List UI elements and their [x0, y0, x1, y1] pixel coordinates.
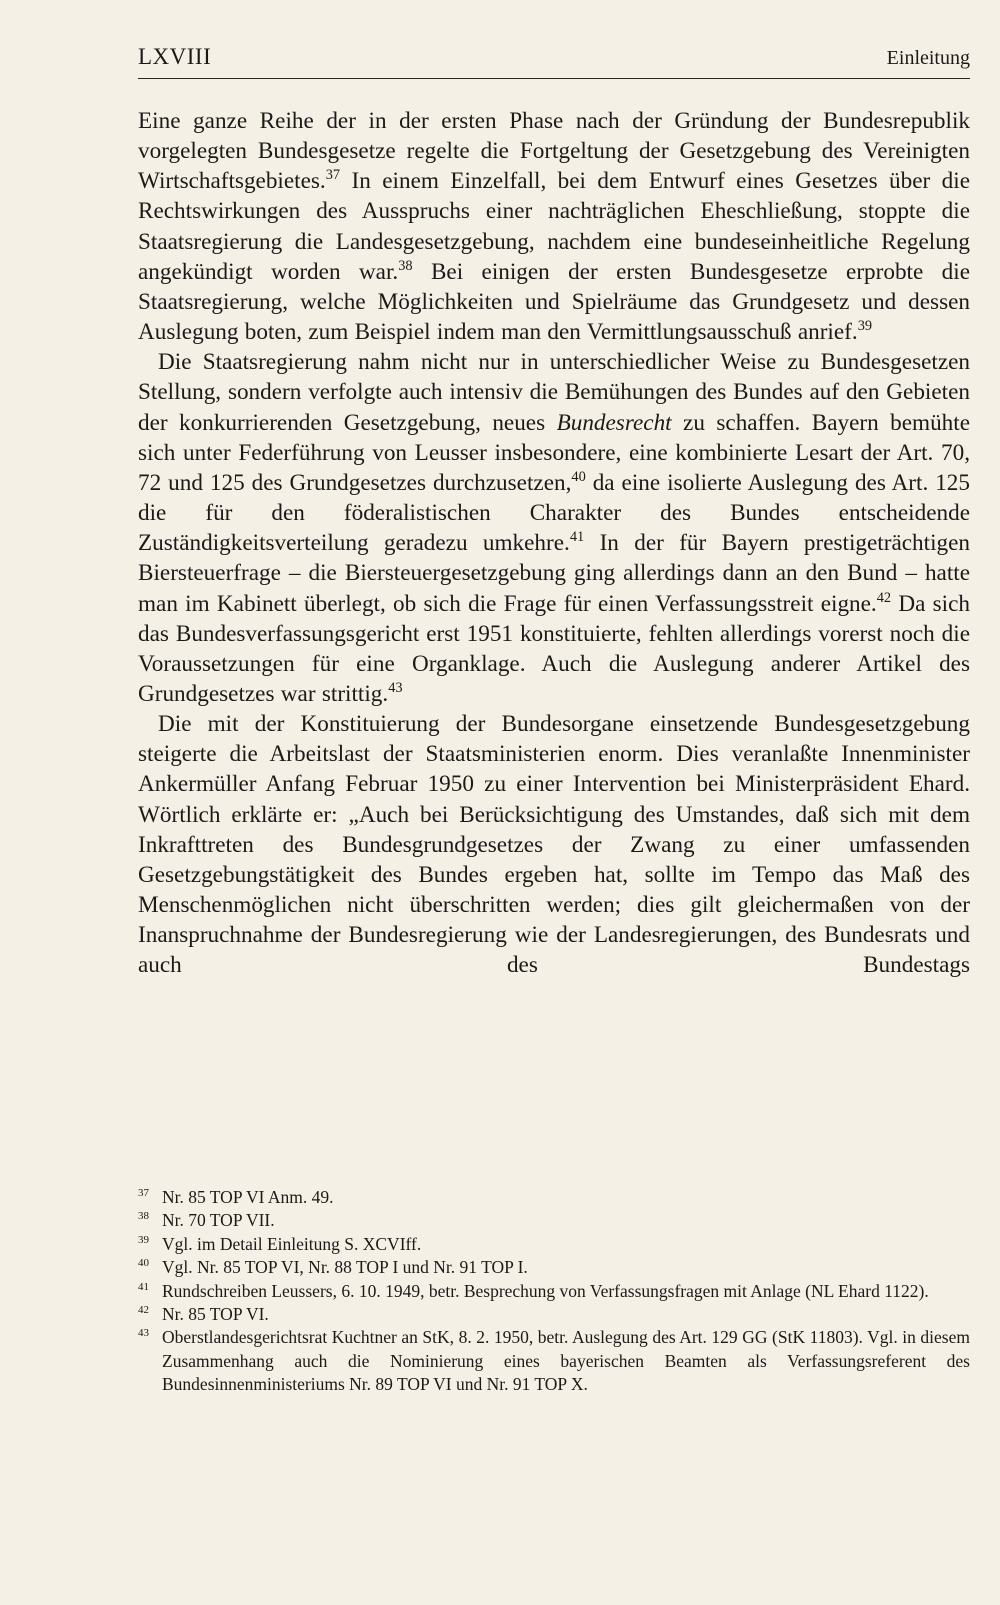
footnote-number: 43 [138, 1327, 149, 1340]
footnote-text: Nr. 70 TOP VII. [162, 1210, 275, 1231]
page [138, 44, 970, 981]
footnote-number: 37 [138, 1187, 149, 1199]
footnote-text: Nr. 85 TOP VI Anm. 49. [162, 1187, 334, 1207]
footnote-number: 40 [138, 1257, 149, 1270]
footnote [138, 1186, 970, 1209]
footnote [138, 1256, 970, 1279]
footnote-number: 38 [138, 1210, 149, 1223]
footnote-text: Rundschreiben Leussers, 6. 10. 1949, betr. Besprechung von Verfassungsfragen mit Anlage (NL Ehard 1122). [162, 1280, 929, 1301]
footnote [138, 1233, 970, 1256]
paragraph: Die Staatsregierung nahm nicht nur in unterschiedlicher Weise zu Bundesgesetzen Stellung, sondern verfolgte auch intensiv die Bemühungen des Bundes auf den Gebieten der konkurrierenden Gesetzgebung, neues Bundesrecht zu schaffen. Bayern bemühte sich unter Federführung von Leusser insbesondere, eine kombinierte Lesart der Art. 70, 72 und 125 des Grundgesetzes durchzusetzen,$^{40}$ da eine isolierte Auslegung des Art. 125 die für den föderalistischen Charakter des Bundes entscheidende Zuständigkeitsverteilung geradezu umkehre.$^{41}$ In der für Bayern prestigeträchtigen Biersteuerfrage – die Biersteuergesetzgebung ging allerdings dann an den Bund – hatte man im Kabinett überlegt, ob sich die Frage für einen Verfassungsstreit eigne.$^{42}$ Da sich das Bundesverfassungsgericht erst 1951 konstituierte, fehlten allerdings vorerst noch die Voraussetzungen für eine Organklage. Auch die Auslegung anderer Artikel des Grundgesetzes war strittig.$^{43}$ [138, 349, 970, 707]
footnote-ref[interactable]: 43 [388, 680, 403, 697]
footnote-text: Vgl. Nr. 85 TOP VI, Nr. 88 TOP I und Nr. 91 TOP I. [162, 1257, 528, 1278]
footnote-ref[interactable]: 37 [325, 167, 341, 184]
footnote [138, 1303, 970, 1326]
footnote-ref[interactable]: 42 [876, 589, 892, 606]
main-text [138, 106, 970, 981]
footnote [138, 1209, 970, 1232]
footnote-ref[interactable]: 39 [857, 318, 873, 335]
footnote-text: Oberstlandesgerichtsrat Kuchtner an StK, 8. 2. 1950, betr. Auslegung des Art. 129 GG (StK 11803). Vgl. in diesem Zusammenhang auch die Nominierung eines bayerischen Beamten als Verfassungsreferent des Bundesinnenministeriums Nr. 89 TOP VI und Nr. 91 TOP X. [162, 1327, 970, 1395]
running-title: Einleitung [886, 47, 970, 69]
footnote-ref[interactable]: 38 [398, 257, 413, 274]
footnote-number: 41 [138, 1280, 149, 1293]
footnotes [138, 1186, 970, 1397]
footnote [138, 1326, 970, 1396]
footnote [138, 1280, 970, 1303]
footnote-number: 42 [138, 1304, 149, 1317]
footnote-ref[interactable]: 40 [571, 468, 586, 485]
paragraph: Eine ganze Reihe der in der ersten Phase nach der Gründung der Bundesrepublik vorgelegten Bundesgesetze regelte die Fortgeltung der Gesetzgebung des Vereinigten Wirtschaftsgebietes.$^{37}$ In einem Einzelfall, bei dem Entwurf eines Gesetzes über die Rechtswirkungen des Ausspruchs einer nachträglichen Eheschließung, stoppte die Staatsregierung die Landesgesetzgebung, nachdem eine bundeseinheitliche Regelung angekündigt worden war.$^{38}$ Bei einigen der ersten Bundesgesetze erprobte die Staatsregierung, welche Möglichkeiten und Spielräume das Grundgesetz und dessen Auslegung boten, zum Beispiel indem man den Vermittlungsausschuß anrief.$^{39}$ [138, 108, 970, 346]
footnote-text: Vgl. im Detail Einleitung S. XCVIff. [162, 1233, 422, 1254]
footnote-ref[interactable]: 41 [569, 529, 585, 546]
footnote-text: Nr. 85 TOP VI. [162, 1304, 269, 1325]
footnote-number: 39 [138, 1233, 149, 1246]
paragraph: Die mit der Konstituierung der Bundesorgane einsetzende Bundesgesetzgebung steigerte die Arbeitslast der Staatsministerien enorm. Dies veranlaßte Innenminister Ankermüller Anfang Februar 1950 zu einer Intervention bei Ministerpräsident Ehard. Wörtlich erklärte er: „Auch bei Berücksichtigung des Umstandes, daß sich mit dem Inkrafttreten des Bundesgrundgesetzes der Zwang zu einer umfassenden Gesetzgebungstätigkeit des Bundes ergeben hat, sollte im Tempo das Maß des Menschenmöglichen nicht überschritten werden; dies gilt gleichermaßen von der Inanspruchnahme der Bundesregierung wie der Landesregierungen, des Bundesrats und auch des Bundestags [138, 711, 970, 979]
italic-term: Bundesrecht [556, 409, 672, 436]
running-header [138, 44, 970, 79]
page-number: LXVIII [138, 44, 212, 69]
